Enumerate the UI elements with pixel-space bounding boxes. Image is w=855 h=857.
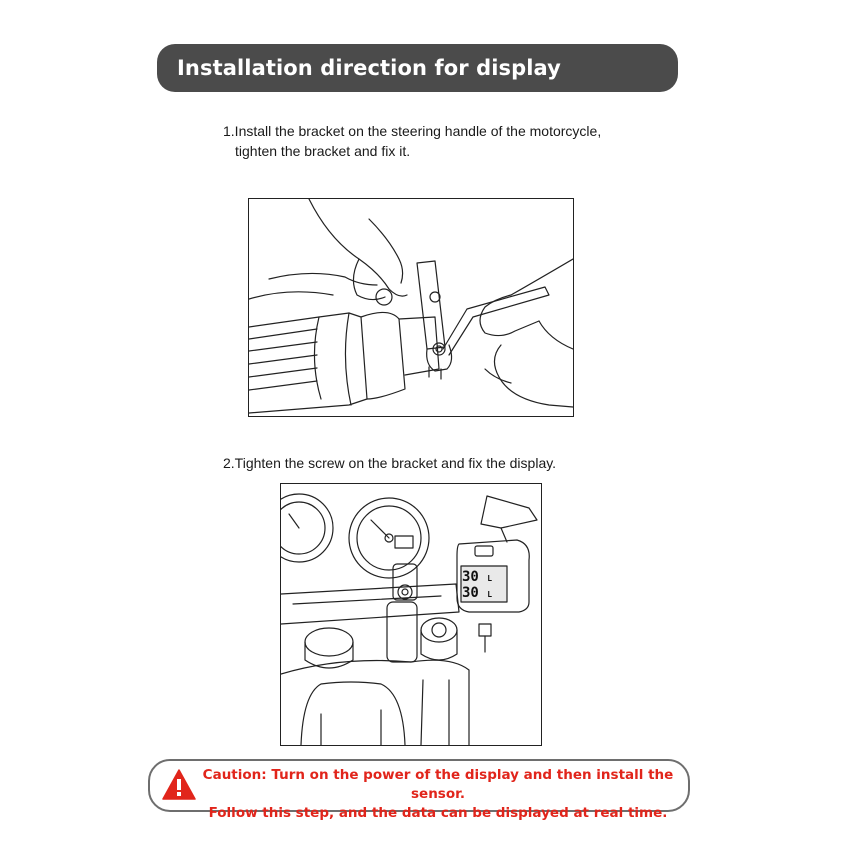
display-row-2-value: 30: [462, 585, 479, 601]
step-1-instruction: [223, 121, 601, 161]
display-row-2: [462, 586, 506, 602]
page-title: Installation direction for display: [177, 56, 561, 80]
display-readout: [462, 570, 506, 602]
step-1-illustration: [248, 198, 574, 417]
step-1-line-2: tighten the bracket and fix it.: [235, 143, 411, 159]
caution-box: [148, 759, 690, 821]
step-2-illustration: [280, 483, 542, 746]
caution-line-1: Caution: Turn on the power of the display and then install the sensor.: [202, 767, 674, 802]
caution-line-2: Follow this step, and the data can be displayed at real time.: [208, 805, 668, 821]
section-header: [157, 44, 678, 92]
caution-message: [190, 766, 686, 823]
step-1-line-1: 1.Install the bracket on the steering handle of the motorcycle,: [223, 123, 602, 139]
step-2-line-1: 2.Tighten the screw on the bracket and fix the display.: [223, 455, 557, 471]
display-row-1-side: L: [487, 574, 493, 583]
display-row-1-value: 30: [462, 569, 479, 585]
display-row-1: [462, 570, 506, 586]
display-row-2-side: L: [487, 590, 493, 599]
step-2-instruction: [223, 453, 556, 473]
